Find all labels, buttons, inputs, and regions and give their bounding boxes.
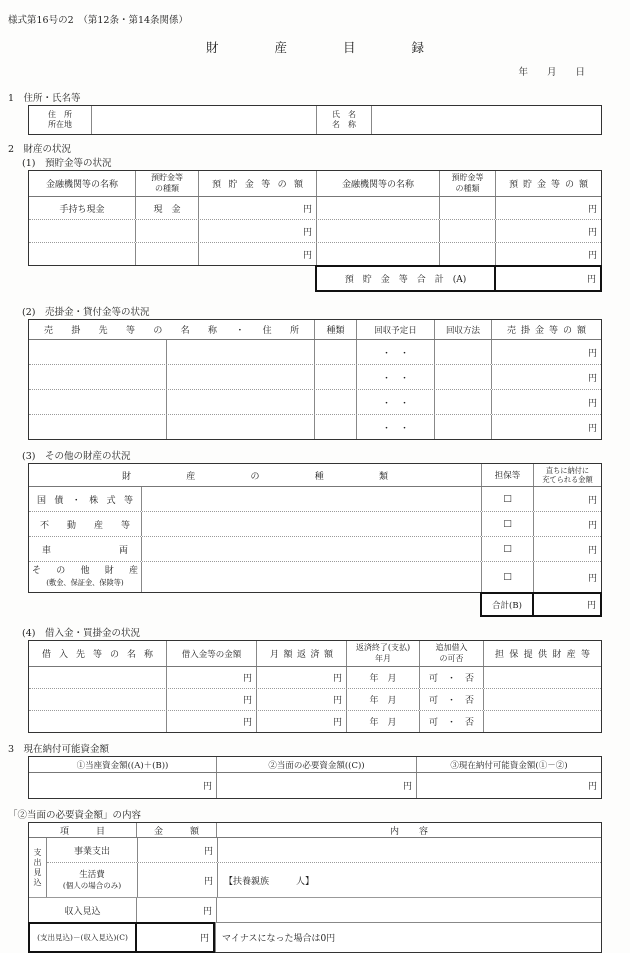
- deposits-total-label: 預 貯 金 等 合 計 (A): [344, 275, 467, 285]
- loan-amount-input-1[interactable]: 円: [166, 667, 256, 688]
- receivables-table: [28, 319, 602, 440]
- loan-end-input-3[interactable]: 年 月: [346, 711, 419, 732]
- deposit-amount-input-r1[interactable]: 円: [495, 197, 601, 219]
- name-label-line1: 氏 名: [332, 109, 356, 119]
- receivables-col-name: 売掛先等の名称・住所: [44, 326, 299, 336]
- living-expense-input[interactable]: 円: [137, 863, 217, 897]
- receivables-col-due: 回収予定日: [356, 320, 434, 339]
- business-expense-label: 事業支出: [73, 846, 110, 857]
- net-expense-note: マイナスになった場合は0円: [215, 923, 601, 952]
- name-label: [316, 106, 371, 134]
- page-title: 財産目録: [206, 40, 424, 55]
- expenses-vertical-label: 支出見込: [33, 847, 42, 888]
- receivable-method-input-3[interactable]: [434, 390, 491, 414]
- page-title-row: [0, 38, 630, 56]
- receivable-due-input-4[interactable]: ・ ・: [356, 415, 434, 439]
- receivables-col-amount: 売掛金等の額: [491, 320, 601, 339]
- deposit-amount-input-l3[interactable]: 円: [198, 243, 316, 265]
- loan-name-input-1[interactable]: [29, 667, 166, 688]
- loan-collateral-input-1[interactable]: [483, 667, 601, 688]
- asset-detail-input-4[interactable]: [141, 562, 481, 592]
- asset-detail-input-3[interactable]: [141, 537, 481, 561]
- deposit-kind-input-r3[interactable]: [439, 243, 495, 265]
- net-expense-label: (支出見込)－(収入見込)(C): [37, 933, 128, 942]
- receivable-kind-input-4[interactable]: [314, 415, 356, 439]
- deposits-col-institution-left: 金融機関等の名称: [45, 180, 118, 190]
- deposit-amount-input-l2[interactable]: 円: [198, 220, 316, 242]
- deposit-kind-input-l2[interactable]: [135, 220, 198, 242]
- loans-col-additional: 追加借入 の可否: [419, 641, 483, 666]
- section2-heading: 2 財産の状況: [8, 144, 72, 155]
- deposit-kind-input-r2[interactable]: [439, 220, 495, 242]
- address-name-table: [28, 105, 602, 135]
- funds-col-current: ①当座資金額((A)＋(B)): [76, 760, 169, 771]
- asset-amount-input-2[interactable]: 円: [533, 512, 601, 536]
- deposits-col-kind-left: 預貯金等 の種類: [135, 171, 198, 196]
- other-assets-heading: (3) その他の財産の状況: [22, 451, 131, 462]
- receivable-name-input-4a[interactable]: [29, 415, 166, 439]
- asset-collateral-checkbox-4[interactable]: □: [481, 562, 533, 592]
- asset-collateral-checkbox-3[interactable]: □: [481, 537, 533, 561]
- asset-amount-input-1[interactable]: 円: [533, 487, 601, 511]
- loan-end-input-1[interactable]: 年 月: [346, 667, 419, 688]
- deposits-col-kind-right: 預貯金等 の種類: [439, 171, 495, 196]
- funds-payable-input[interactable]: 円: [416, 773, 601, 798]
- deposit-amount-input-r3[interactable]: 円: [495, 243, 601, 265]
- other-assets-total-box: [480, 592, 602, 617]
- receivable-name-input-4b[interactable]: [166, 415, 314, 439]
- receivable-kind-input-2[interactable]: [314, 365, 356, 389]
- deposits-col-amount-right: 預貯金等の額: [495, 171, 601, 196]
- income-estimate-label: 収入見込: [64, 906, 101, 917]
- receivable-due-input-1[interactable]: ・ ・: [356, 340, 434, 364]
- asset-amount-input-4[interactable]: 円: [533, 562, 601, 592]
- deposit-kind-input-r1[interactable]: [439, 197, 495, 219]
- detail-col-amount: 金額: [136, 823, 216, 837]
- loans-heading: (4) 借入金・買掛金の状況: [22, 628, 140, 639]
- net-expense-box: [28, 922, 215, 953]
- loans-col-collateral: 担保提供財産等: [483, 641, 601, 666]
- loan-name-input-2[interactable]: [29, 689, 166, 710]
- loan-name-input-3[interactable]: [29, 711, 166, 732]
- address-label: [29, 106, 91, 134]
- loan-amount-input-3[interactable]: 円: [166, 711, 256, 732]
- loans-col-amount: 借入金等の金額: [166, 641, 256, 666]
- asset-detail-input-1[interactable]: [141, 487, 481, 511]
- deposits-heading: (1) 預貯金等の状況: [22, 158, 112, 169]
- other-assets-col-kind: 財産の種類: [122, 471, 388, 482]
- funds-current-input[interactable]: 円: [202, 782, 212, 792]
- funds-needed-input[interactable]: 円: [216, 773, 416, 798]
- loan-additional-select-1[interactable]: 可 ・ 否: [419, 667, 483, 688]
- deposit-institution-input-l3[interactable]: [29, 243, 135, 265]
- business-expense-input[interactable]: 円: [137, 838, 217, 862]
- detail-col-content: 内容: [216, 823, 601, 837]
- receivable-amount-input-1[interactable]: 円: [491, 340, 601, 364]
- receivables-col-method: 回収方法: [434, 320, 491, 339]
- asset-collateral-checkbox-1[interactable]: □: [481, 487, 533, 511]
- loan-end-input-2[interactable]: 年 月: [346, 689, 419, 710]
- receivable-name-input-3a[interactable]: [29, 390, 166, 414]
- receivable-name-input-2b[interactable]: [166, 365, 314, 389]
- deposit-kind-cash: 現 金: [135, 197, 198, 219]
- name-label-line2: 名 称: [332, 120, 356, 129]
- section4-heading: 「②当面の必要資金額」の内容: [8, 810, 142, 821]
- loans-col-end: 返済終了(支払) 年月: [346, 641, 419, 666]
- deposit-amount-input-l1[interactable]: 円: [198, 197, 316, 219]
- section3-heading: 3 現在納付可能資金額: [8, 744, 110, 755]
- date-line: 年 月 日: [518, 67, 585, 78]
- business-expense-content-input[interactable]: [217, 838, 601, 862]
- receivable-name-input-3b[interactable]: [166, 390, 314, 414]
- deposit-kind-input-l3[interactable]: [135, 243, 198, 265]
- dependents-content-input[interactable]: 【扶養親族 人】: [217, 863, 601, 897]
- other-assets-total-amount-input[interactable]: 円: [532, 594, 600, 615]
- deposits-col-institution-right: 金融機関等の名称: [316, 171, 439, 196]
- receivables-col-kind: 種類: [314, 320, 356, 339]
- other-assets-col-collateral: 担保等: [481, 464, 533, 486]
- loan-monthly-input-2[interactable]: 円: [256, 689, 346, 710]
- income-estimate-input[interactable]: 円: [136, 898, 216, 922]
- receivable-method-input-1[interactable]: [434, 340, 491, 364]
- available-funds-table: [28, 756, 602, 799]
- loan-additional-select-3[interactable]: 可 ・ 否: [419, 711, 483, 732]
- loan-monthly-input-1[interactable]: 円: [256, 667, 346, 688]
- asset-detail-input-2[interactable]: [141, 512, 481, 536]
- asset-label-bonds-stocks: 国債・株式等: [37, 495, 133, 506]
- name-input[interactable]: [371, 106, 601, 134]
- loan-additional-select-2[interactable]: 可 ・ 否: [419, 689, 483, 710]
- form-number: 様式第16号の2 （第12条・第14条関係）: [8, 15, 189, 26]
- receivable-due-input-2[interactable]: ・ ・: [356, 365, 434, 389]
- deposits-total-box: [315, 265, 602, 292]
- address-input[interactable]: [91, 106, 316, 134]
- receivable-method-input-2[interactable]: [434, 365, 491, 389]
- loans-col-name: 借入先等の名称: [42, 650, 153, 660]
- asset-label-vehicle: 車両: [42, 545, 128, 556]
- living-expense-label: 生活費 (個人の場合のみ): [62, 869, 122, 890]
- address-label-line1: 住 所: [48, 109, 72, 119]
- loans-col-monthly: 月額返済額: [256, 641, 346, 666]
- asset-label-other: その他財産 (敷金、保証金、保険等): [32, 566, 138, 588]
- funds-col-needed: ②当面の必要資金額((C)): [216, 757, 416, 772]
- other-assets-col-immediate: 直ちに納付に 充てられる金額: [533, 464, 601, 486]
- loan-monthly-input-3[interactable]: 円: [256, 711, 346, 732]
- receivable-due-input-3[interactable]: ・ ・: [356, 390, 434, 414]
- receivable-amount-input-2[interactable]: 円: [491, 365, 601, 389]
- other-assets-total-label: 合計(B): [492, 600, 522, 611]
- asset-collateral-checkbox-2[interactable]: □: [481, 512, 533, 536]
- loan-collateral-input-2[interactable]: [483, 689, 601, 710]
- deposit-institution-input-r1[interactable]: [316, 197, 439, 219]
- address-label-line2: 所在地: [48, 120, 72, 129]
- detail-col-item: 項目: [60, 826, 105, 837]
- loans-table: [28, 640, 602, 733]
- receivables-heading: (2) 売掛金・貸付金等の状況: [22, 307, 150, 318]
- funds-col-payable: ③現在納付可能資金額(①－②): [416, 757, 601, 772]
- deposit-amount-input-r2[interactable]: 円: [495, 220, 601, 242]
- section1-heading: 1 住所・氏名等: [8, 93, 81, 104]
- net-expense-input[interactable]: 円: [135, 924, 213, 951]
- income-estimate-content-input[interactable]: [216, 898, 601, 922]
- deposits-col-amount-left: 預貯金等の額: [198, 171, 316, 196]
- receivable-amount-input-4[interactable]: 円: [491, 415, 601, 439]
- deposit-institution-input-l2[interactable]: [29, 220, 135, 242]
- other-assets-table: [28, 463, 602, 593]
- receivable-method-input-4[interactable]: [434, 415, 491, 439]
- needed-funds-detail-table: [28, 822, 602, 953]
- receivable-name-input-1b[interactable]: [166, 340, 314, 364]
- deposit-institution-cash: 手持ち現金: [59, 204, 105, 215]
- asset-label-real-estate: 不動産等: [40, 520, 130, 531]
- deposit-institution-input-r2[interactable]: [316, 220, 439, 242]
- loan-collateral-input-3[interactable]: [483, 711, 601, 732]
- deposit-institution-input-r3[interactable]: [316, 243, 439, 265]
- receivable-amount-input-3[interactable]: 円: [491, 390, 601, 414]
- receivable-name-input-1a[interactable]: [29, 340, 166, 364]
- receivable-kind-input-1[interactable]: [314, 340, 356, 364]
- receivable-kind-input-3[interactable]: [314, 390, 356, 414]
- loan-amount-input-2[interactable]: 円: [166, 689, 256, 710]
- deposits-table: [28, 170, 602, 266]
- deposits-total-amount-input[interactable]: 円: [494, 267, 600, 290]
- receivable-name-input-2a[interactable]: [29, 365, 166, 389]
- asset-amount-input-3[interactable]: 円: [533, 537, 601, 561]
